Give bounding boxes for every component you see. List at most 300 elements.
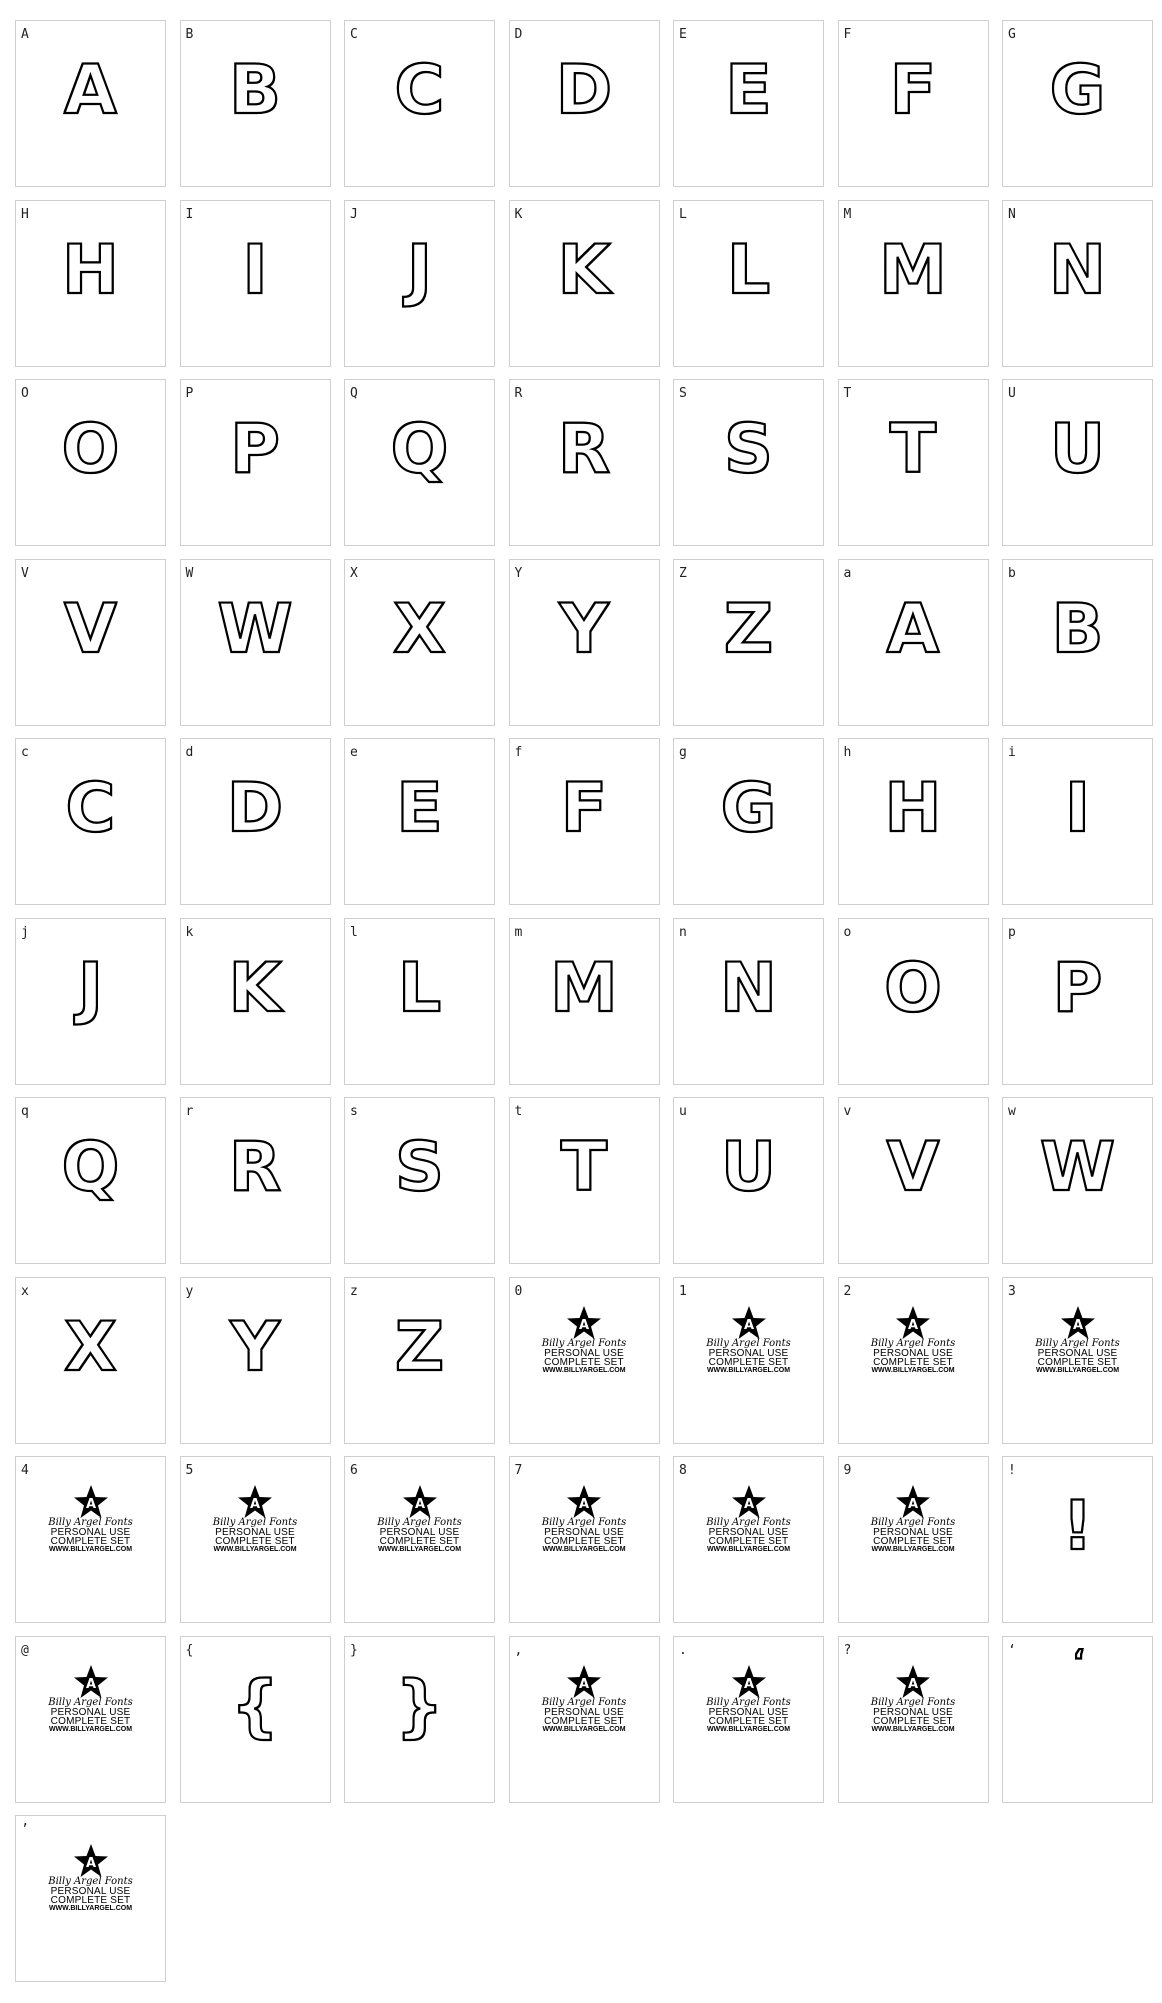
badge-script-text: Billy Argel Fonts	[541, 1337, 627, 1349]
glyph-preview: M	[550, 948, 618, 1028]
glyph-cell-label: W	[185, 565, 194, 581]
glyph-preview: W	[217, 589, 293, 669]
glyph-preview: M	[879, 230, 947, 310]
glyph-cell	[180, 1456, 331, 1623]
glyph-cell	[344, 1277, 495, 1444]
star-icon	[237, 1485, 273, 1519]
star-icon	[895, 1665, 931, 1699]
glyph-cell-label: A	[21, 27, 29, 42]
personal-use-badge	[510, 1665, 659, 1734]
glyph-cell-label: 2	[843, 1283, 852, 1299]
glyph-cell-label: T	[843, 386, 852, 401]
glyph-preview: T	[889, 410, 937, 489]
character-map-grid	[15, 20, 1153, 1982]
glyph-cell	[838, 1277, 989, 1444]
badge-line-1: PERSONAL USE	[50, 1886, 131, 1897]
personal-use-badge	[181, 1485, 330, 1554]
glyph-cell-label: P	[185, 386, 194, 401]
glyph-cell-label: 7	[514, 1463, 523, 1478]
glyph-cell-label: H	[21, 206, 29, 222]
badge-url: WWW.BILLYARGEL.COM	[706, 1546, 791, 1553]
personal-use-badge	[674, 1665, 823, 1734]
personal-use-badge	[16, 1665, 165, 1734]
glyph-preview: A	[64, 51, 117, 130]
glyph-cell	[344, 20, 495, 187]
glyph-preview: Q	[390, 410, 449, 489]
glyph-cell-label: n	[679, 924, 687, 940]
glyph-cell	[180, 379, 331, 546]
glyph-preview: !	[1061, 1487, 1093, 1566]
glyph-cell-label: G	[1008, 27, 1016, 42]
glyph-cell	[344, 559, 495, 726]
glyph-cell	[673, 379, 824, 546]
glyph-cell	[838, 1456, 989, 1623]
glyph-cell	[1002, 200, 1153, 367]
glyph-cell-label: N	[1008, 206, 1016, 222]
glyph-cell	[344, 379, 495, 546]
star-letter: A	[743, 1497, 754, 1512]
glyph-cell-label: t	[514, 1104, 523, 1119]
glyph-cell-label: j	[21, 924, 29, 940]
star-letter: A	[85, 1856, 96, 1871]
star-letter: A	[578, 1317, 590, 1333]
glyph-cell-label: ?	[843, 1642, 852, 1658]
glyph-cell-label: M	[843, 206, 852, 222]
glyph-cell-label: k	[185, 924, 194, 940]
glyph-preview: B	[229, 51, 281, 130]
glyph-cell	[673, 1456, 824, 1623]
badge-line-2: COMPLETE SET	[708, 1356, 789, 1368]
badge-line-1: PERSONAL USE	[1037, 1347, 1118, 1359]
glyph-cell-label: ’	[21, 1822, 29, 1837]
glyph-preview: R	[228, 1128, 282, 1207]
badge-url: WWW.BILLYARGEL.COM	[1035, 1366, 1120, 1374]
glyph-preview: V	[886, 1128, 940, 1207]
badge-line-2: COMPLETE SET	[379, 1536, 460, 1547]
glyph-cell	[673, 738, 824, 905]
glyph-preview: D	[555, 51, 613, 130]
glyph-cell	[1002, 738, 1153, 905]
star-icon	[73, 1665, 109, 1699]
glyph-preview: U	[1049, 410, 1106, 489]
glyph-cell	[1002, 1456, 1153, 1623]
glyph-preview: S	[395, 1128, 444, 1207]
glyph-preview: I	[1064, 769, 1091, 848]
glyph-cell	[344, 738, 495, 905]
star-letter: A	[743, 1676, 754, 1692]
glyph-cell	[509, 379, 660, 546]
glyph-preview: O	[884, 948, 942, 1028]
badge-url: WWW.BILLYARGEL.COM	[706, 1725, 791, 1733]
glyph-preview: F	[889, 51, 937, 130]
glyph-cell-label: z	[350, 1283, 358, 1299]
glyph-cell	[838, 1097, 989, 1264]
badge-line-1: PERSONAL USE	[708, 1347, 789, 1359]
star-letter: A	[907, 1676, 919, 1692]
star-icon	[73, 1485, 109, 1519]
badge-script-text: Billy Argel Fonts	[377, 1517, 462, 1528]
glyph-cell-label: 1	[679, 1283, 687, 1299]
glyph-cell	[1002, 20, 1153, 187]
glyph-cell-label: 6	[350, 1463, 358, 1478]
badge-line-1: PERSONAL USE	[50, 1706, 131, 1718]
glyph-cell	[180, 1277, 331, 1444]
badge-url: WWW.BILLYARGEL.COM	[871, 1366, 955, 1374]
glyph-cell-label: y	[185, 1283, 194, 1299]
badge-line-2: COMPLETE SET	[50, 1715, 131, 1727]
badge-url: WWW.BILLYARGEL.COM	[871, 1725, 955, 1733]
personal-use-badge	[839, 1306, 988, 1375]
glyph-preview: E	[396, 769, 443, 848]
glyph-preview: F	[560, 769, 608, 848]
star-icon	[402, 1485, 438, 1519]
badge-url: WWW.BILLYARGEL.COM	[377, 1546, 462, 1553]
glyph-preview: J	[406, 230, 433, 310]
glyph-cell	[1002, 918, 1153, 1085]
glyph-preview: V	[64, 589, 117, 669]
badge-script-text: Billy Argel Fonts	[870, 1517, 956, 1528]
glyph-cell-label: s	[350, 1104, 358, 1119]
badge-line-2: COMPLETE SET	[873, 1536, 953, 1547]
glyph-cell-label: ‘	[1008, 1642, 1016, 1658]
glyph-cell	[15, 1636, 166, 1803]
glyph-preview: J	[77, 948, 104, 1028]
badge-line-1: PERSONAL USE	[50, 1527, 131, 1538]
badge-script-text: Billy Argel Fonts	[706, 1517, 791, 1528]
glyph-preview: L	[397, 948, 442, 1028]
glyph-preview: O	[61, 410, 120, 489]
glyph-preview: Z	[723, 589, 774, 669]
star-letter: A	[578, 1676, 590, 1692]
glyph-preview: G	[720, 769, 777, 848]
glyph-cell	[838, 738, 989, 905]
badge-script-text: Billy Argel Fonts	[706, 1337, 791, 1349]
badge-url: WWW.BILLYARGEL.COM	[706, 1366, 791, 1374]
glyph-cell	[1002, 1636, 1153, 1803]
glyph-preview: W	[1039, 1128, 1115, 1207]
badge-line-2: COMPLETE SET	[544, 1715, 624, 1727]
badge-url: WWW.BILLYARGEL.COM	[542, 1366, 626, 1374]
star-letter: A	[907, 1317, 919, 1333]
star-letter: A	[907, 1497, 919, 1512]
glyph-cell-label: S	[679, 386, 687, 401]
badge-line-1: PERSONAL USE	[379, 1527, 460, 1538]
personal-use-badge	[16, 1844, 165, 1913]
star-icon	[566, 1306, 602, 1340]
glyph-cell	[509, 738, 660, 905]
glyph-cell-label: c	[21, 745, 29, 760]
glyph-cell	[344, 1636, 495, 1803]
glyph-cell-label: 5	[185, 1463, 194, 1478]
glyph-cell	[673, 559, 824, 726]
glyph-cell-label: 4	[21, 1463, 29, 1478]
glyph-cell	[15, 918, 166, 1085]
glyph-cell	[15, 1815, 166, 1982]
star-letter: A	[743, 1317, 754, 1333]
glyph-cell	[673, 20, 824, 187]
glyph-preview: L	[726, 230, 771, 310]
star-letter: A	[578, 1497, 590, 1512]
glyph-cell	[838, 200, 989, 367]
glyph-cell	[838, 918, 989, 1085]
badge-line-2: COMPLETE SET	[873, 1356, 953, 1368]
glyph-cell-label: U	[1008, 386, 1016, 401]
glyph-cell	[344, 200, 495, 367]
glyph-cell	[838, 379, 989, 546]
personal-use-badge	[839, 1485, 988, 1554]
badge-line-2: COMPLETE SET	[215, 1536, 295, 1547]
star-icon	[895, 1485, 931, 1519]
glyph-cell-label: Y	[514, 565, 523, 581]
glyph-cell-label: C	[350, 27, 358, 42]
badge-line-2: COMPLETE SET	[544, 1536, 624, 1547]
badge-script-text: Billy Argel Fonts	[48, 1876, 133, 1887]
glyph-cell-label: 9	[843, 1463, 852, 1478]
glyph-cell-label: D	[514, 27, 523, 42]
glyph-preview: C	[65, 769, 116, 848]
glyph-cell-label: p	[1008, 924, 1016, 940]
glyph-cell-label: l	[350, 924, 358, 940]
glyph-preview: T	[560, 1128, 608, 1207]
badge-script-text: Billy Argel Fonts	[48, 1517, 133, 1528]
glyph-cell-label: w	[1008, 1104, 1016, 1119]
glyph-preview: K	[557, 230, 611, 310]
badge-url: WWW.BILLYARGEL.COM	[48, 1905, 133, 1912]
badge-line-1: PERSONAL USE	[708, 1527, 789, 1538]
glyph-cell	[180, 559, 331, 726]
glyph-cell-label: m	[514, 924, 523, 940]
glyph-preview: H	[884, 769, 942, 848]
star-icon	[895, 1306, 931, 1340]
glyph-cell	[509, 20, 660, 187]
glyph-preview: {	[230, 1666, 280, 1746]
glyph-cell-label: b	[1008, 565, 1016, 581]
glyph-preview: }	[395, 1666, 444, 1746]
glyph-preview: R	[557, 410, 611, 489]
badge-url: WWW.BILLYARGEL.COM	[48, 1546, 133, 1553]
badge-line-2: COMPLETE SET	[1037, 1356, 1118, 1368]
glyph-cell-label: .	[679, 1642, 687, 1658]
glyph-cell-label: v	[843, 1104, 852, 1119]
glyph-cell	[838, 1636, 989, 1803]
glyph-cell-label: K	[514, 206, 523, 222]
glyph-cell	[15, 20, 166, 187]
glyph-cell	[1002, 1097, 1153, 1264]
glyph-cell	[1002, 559, 1153, 726]
badge-url: WWW.BILLYARGEL.COM	[542, 1546, 626, 1553]
star-letter: A	[85, 1497, 96, 1512]
glyph-cell-label: e	[350, 745, 358, 760]
badge-script-text: Billy Argel Fonts	[541, 1517, 627, 1528]
badge-line-2: COMPLETE SET	[708, 1536, 789, 1547]
glyph-preview: Y	[230, 1307, 280, 1387]
glyph-preview: S	[724, 410, 773, 489]
badge-line-2: COMPLETE SET	[873, 1715, 953, 1727]
badge-url: WWW.BILLYARGEL.COM	[871, 1546, 955, 1553]
glyph-cell-label: {	[185, 1642, 194, 1658]
glyph-cell-label: B	[185, 27, 194, 42]
badge-line-1: PERSONAL USE	[215, 1527, 295, 1538]
glyph-preview: N	[720, 948, 777, 1028]
badge-line-1: PERSONAL USE	[873, 1347, 953, 1359]
glyph-cell	[838, 559, 989, 726]
badge-line-1: PERSONAL USE	[873, 1527, 953, 1538]
glyph-preview: H	[62, 230, 119, 310]
glyph-cell	[673, 200, 824, 367]
glyph-cell-label: V	[21, 565, 29, 581]
glyph-cell	[673, 918, 824, 1085]
badge-url: WWW.BILLYARGEL.COM	[48, 1725, 133, 1733]
glyph-cell-label: a	[843, 565, 852, 581]
personal-use-badge	[510, 1485, 659, 1554]
glyph-cell	[15, 379, 166, 546]
glyph-cell	[15, 1277, 166, 1444]
badge-url: WWW.BILLYARGEL.COM	[213, 1546, 297, 1553]
glyph-cell	[1002, 1277, 1153, 1444]
glyph-cell-label: r	[185, 1104, 194, 1119]
star-icon	[566, 1665, 602, 1699]
badge-script-text: Billy Argel Fonts	[541, 1696, 627, 1708]
glyph-cell	[15, 738, 166, 905]
glyph-cell-label: L	[679, 206, 687, 222]
glyph-cell-label: q	[21, 1104, 29, 1119]
glyph-cell-label: d	[185, 745, 194, 760]
badge-line-1: PERSONAL USE	[544, 1527, 624, 1538]
badge-line-2: COMPLETE SET	[50, 1895, 131, 1906]
glyph-cell	[180, 918, 331, 1085]
personal-use-badge	[510, 1306, 659, 1375]
glyph-cell-label: X	[350, 565, 358, 581]
glyph-preview: Q	[61, 1128, 120, 1207]
glyph-preview: Y	[559, 589, 609, 669]
glyph-cell-label: 3	[1008, 1283, 1016, 1299]
personal-use-badge	[839, 1665, 988, 1734]
star-icon	[566, 1485, 602, 1519]
glyph-cell-label: o	[843, 924, 852, 940]
badge-script-text: Billy Argel Fonts	[212, 1517, 298, 1528]
personal-use-badge	[1003, 1306, 1152, 1375]
glyph-cell	[509, 200, 660, 367]
glyph-preview: B	[1051, 589, 1104, 669]
glyph-cell	[509, 1636, 660, 1803]
glyph-cell	[509, 1277, 660, 1444]
star-icon	[1060, 1306, 1096, 1340]
glyph-cell-label: 0	[514, 1283, 523, 1299]
star-icon	[73, 1844, 109, 1878]
glyph-cell-label: h	[843, 745, 852, 760]
glyph-cell	[673, 1097, 824, 1264]
glyph-preview: X	[64, 1307, 117, 1387]
glyph-preview: I	[242, 230, 268, 310]
badge-script-text: Billy Argel Fonts	[870, 1337, 956, 1349]
personal-use-badge	[674, 1306, 823, 1375]
glyph-cell	[15, 1097, 166, 1264]
glyph-preview: X	[393, 589, 446, 669]
badge-script-text: Billy Argel Fonts	[1035, 1337, 1120, 1349]
glyph-cell	[180, 1636, 331, 1803]
badge-url: WWW.BILLYARGEL.COM	[542, 1725, 626, 1733]
glyph-cell	[344, 1097, 495, 1264]
glyph-preview: N	[1049, 230, 1106, 310]
star-icon	[731, 1306, 767, 1340]
glyph-cell-label: g	[679, 745, 687, 760]
glyph-cell	[15, 200, 166, 367]
badge-line-2: COMPLETE SET	[50, 1536, 131, 1547]
glyph-cell	[838, 20, 989, 187]
glyph-cell	[673, 1277, 824, 1444]
glyph-preview: G	[1049, 51, 1106, 130]
glyph-preview: D	[226, 769, 284, 848]
badge-script-text: Billy Argel Fonts	[870, 1696, 956, 1708]
badge-line-2: COMPLETE SET	[544, 1356, 624, 1368]
glyph-cell-label: Z	[679, 565, 687, 581]
badge-line-1: PERSONAL USE	[544, 1706, 624, 1718]
glyph-cell	[15, 559, 166, 726]
glyph-cell-label: I	[185, 206, 194, 222]
glyph-cell-label: O	[21, 386, 29, 401]
badge-line-1: PERSONAL USE	[873, 1706, 953, 1718]
personal-use-badge	[345, 1485, 494, 1554]
glyph-preview: C	[394, 51, 445, 130]
glyph-cell-label: i	[1008, 745, 1016, 760]
glyph-preview: ‘	[1073, 1643, 1085, 1679]
badge-line-1: PERSONAL USE	[708, 1706, 789, 1718]
glyph-cell	[509, 559, 660, 726]
star-letter: A	[414, 1497, 425, 1512]
glyph-cell	[180, 1097, 331, 1264]
glyph-cell	[15, 1456, 166, 1623]
glyph-cell	[509, 1097, 660, 1264]
badge-script-text: Billy Argel Fonts	[48, 1696, 133, 1708]
glyph-cell-label: !	[1008, 1463, 1016, 1478]
glyph-cell	[1002, 379, 1153, 546]
personal-use-badge	[674, 1485, 823, 1554]
star-letter: A	[1072, 1317, 1083, 1333]
glyph-cell-label: f	[514, 745, 523, 760]
badge-line-2: COMPLETE SET	[708, 1715, 789, 1727]
glyph-cell	[509, 1456, 660, 1623]
glyph-cell-label: 8	[679, 1463, 687, 1478]
glyph-cell-label: J	[350, 206, 358, 222]
glyph-preview: U	[720, 1128, 777, 1207]
badge-line-1: PERSONAL USE	[544, 1347, 624, 1359]
glyph-cell	[180, 20, 331, 187]
personal-use-badge	[16, 1485, 165, 1554]
glyph-cell-label: F	[843, 27, 852, 42]
star-letter: A	[249, 1497, 261, 1512]
glyph-cell	[344, 1456, 495, 1623]
glyph-preview: P	[1052, 948, 1103, 1028]
glyph-preview: Z	[394, 1307, 445, 1387]
glyph-cell-label: u	[679, 1104, 687, 1119]
glyph-cell	[180, 200, 331, 367]
glyph-cell	[180, 738, 331, 905]
glyph-cell-label: x	[21, 1283, 29, 1299]
glyph-cell-label: R	[514, 386, 523, 401]
glyph-cell-label: @	[21, 1642, 29, 1658]
star-letter: A	[85, 1676, 96, 1692]
glyph-cell	[673, 1636, 824, 1803]
glyph-cell	[344, 918, 495, 1085]
glyph-cell-label: }	[350, 1642, 358, 1658]
glyph-cell	[509, 918, 660, 1085]
star-icon	[731, 1665, 767, 1699]
glyph-cell-label: Q	[350, 386, 358, 401]
glyph-cell-label: ,	[514, 1642, 523, 1658]
star-icon	[731, 1485, 767, 1519]
glyph-preview: E	[725, 51, 772, 130]
glyph-preview: P	[230, 410, 280, 489]
